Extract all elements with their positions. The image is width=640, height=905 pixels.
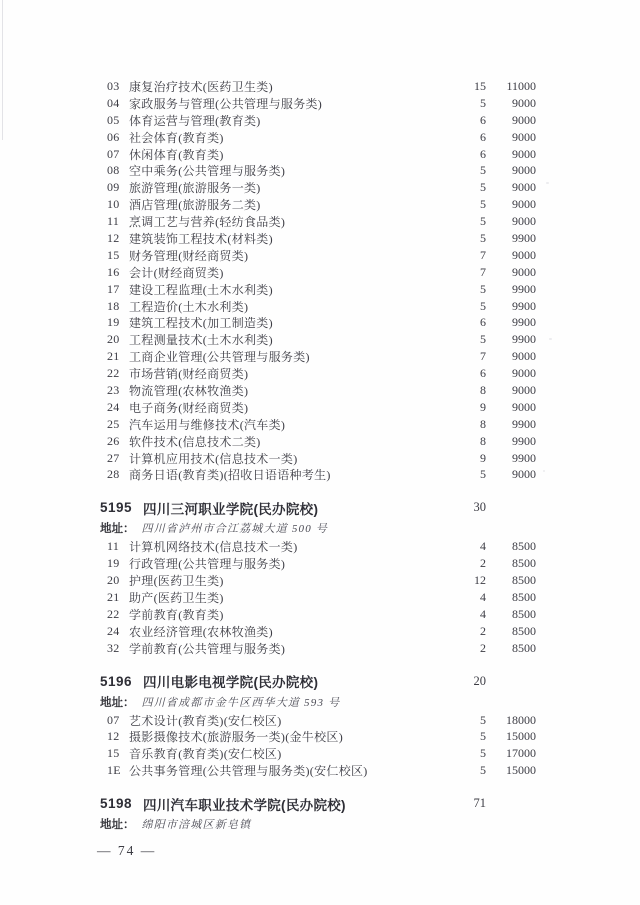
tuition-fee: 9000 [512,163,536,178]
major-name: 旅游管理(旅游服务一类) [129,181,261,196]
major-name: 休闲体育(教育类) [129,147,224,162]
enrollment-count: 5 [480,467,486,482]
enrollment-count: 4 [480,589,486,604]
school-total-count: 71 [473,796,486,811]
major-row [100,416,536,433]
scan-edge-artifact [2,0,3,140]
major-code: 25 [107,416,120,431]
tuition-fee: 8500 [512,623,536,638]
tuition-fee: 8500 [512,573,536,588]
major-row [100,247,536,264]
major-name: 工商企业管理(公共管理与服务类) [129,350,310,365]
tuition-fee: 9900 [512,332,536,347]
school-name: 四川汽车职业技术学院(民办院校) [143,797,346,813]
major-row [100,606,536,623]
enrollment-count: 2 [480,556,486,571]
enrollment-count: 5 [480,298,486,313]
tuition-fee: 9900 [512,298,536,313]
tuition-fee: 9000 [512,366,536,381]
school-header [100,793,536,814]
enrollment-count: 5 [480,214,486,229]
tuition-fee: 8500 [512,539,536,554]
enrollment-count: 5 [480,230,486,245]
major-name: 学前教育(公共管理与服务类) [129,641,286,656]
major-code: 12 [107,729,120,744]
major-row [100,466,536,483]
enrollment-count: 5 [480,746,486,761]
major-row [100,538,536,555]
enrollment-count: 8 [480,433,486,448]
tuition-fee: 11000 [506,78,536,93]
enrollment-count: 5 [480,95,486,110]
school-code: 5195 [100,500,133,516]
major-row [100,112,536,129]
tuition-fee: 9000 [512,349,536,364]
major-row [100,712,536,729]
school-header [100,671,536,692]
tuition-fee: 8500 [512,606,536,621]
major-row [100,78,536,95]
major-row [100,623,536,640]
enrollment-count: 7 [480,247,486,262]
enrollment-count: 8 [480,382,486,397]
major-name: 计算机应用技术(信息技术一类) [129,451,298,466]
school-name: 四川三河职业学院(民办院校) [143,501,319,517]
major-code: 22 [107,606,120,621]
tuition-fee: 9000 [512,197,536,212]
major-name: 公共事务管理(公共管理与服务类)(安仁校区) [129,764,368,779]
major-code: 24 [107,399,120,414]
major-code: 20 [107,332,120,347]
enrollment-count: 2 [480,640,486,655]
tuition-fee: 9000 [512,382,536,397]
major-rows [100,78,536,483]
major-code: 19 [107,315,120,330]
tuition-fee: 9900 [512,281,536,296]
major-code: 17 [107,281,120,296]
major-code: 07 [107,712,120,727]
major-row [100,382,536,399]
major-code: 28 [107,467,120,482]
school-address [100,814,536,834]
scan-speck [549,338,552,340]
school-total-count: 30 [473,500,486,515]
enrollment-count: 4 [480,539,486,554]
school-section [100,671,536,780]
school-section [100,497,536,656]
address-label: 地址： [100,523,135,536]
scan-speck [543,470,545,472]
major-code: 20 [107,573,120,588]
major-row [100,162,536,179]
major-row [100,745,536,762]
major-name: 软件技术(信息技术二类) [129,434,261,449]
major-code: 19 [107,556,120,571]
major-code: 10 [107,197,120,212]
enrollment-count: 4 [480,606,486,621]
enrollment-count: 12 [474,573,486,588]
major-name: 烹调工艺与营养(轻纺食品类) [129,215,286,230]
major-code: 04 [107,95,120,110]
enrollment-count: 5 [480,712,486,727]
enrollment-count: 5 [480,180,486,195]
major-row [100,433,536,450]
major-row [100,129,536,146]
major-row [100,331,536,348]
major-rows [100,712,536,780]
major-name: 建设工程监理(土木水利类) [129,282,273,297]
major-row [100,213,536,230]
major-code: 22 [107,366,120,381]
address-label: 地址： [100,696,135,709]
enrollment-count: 7 [480,349,486,364]
enrollment-count: 9 [480,450,486,465]
enrollment-count: 6 [480,366,486,381]
major-name: 空中乘务(公共管理与服务类) [129,164,286,179]
tuition-fee: 9900 [512,433,536,448]
major-name: 护理(医药卫生类) [129,574,224,589]
tuition-fee: 9900 [512,315,536,330]
major-row [100,399,536,416]
enrollment-count: 5 [480,163,486,178]
school-total-count: 20 [473,673,486,688]
major-name: 艺术设计(教育类)(安仁校区) [129,713,282,728]
tuition-fee: 9000 [512,112,536,127]
major-name: 音乐教育(教育类)(安仁校区) [129,747,282,762]
major-code: 15 [107,746,120,761]
tuition-fee: 9000 [512,399,536,414]
major-name: 酒店管理(旅游服务二类) [129,198,261,213]
school-address [100,518,536,538]
enrollment-count: 6 [480,129,486,144]
major-name: 工程造价(土木水利类) [129,299,249,314]
tuition-fee: 18000 [506,712,536,727]
major-name: 工程测量技术(土木水利类) [129,333,273,348]
major-code: 12 [107,230,120,245]
major-row [100,298,536,315]
major-code: 1E [107,763,121,778]
major-code: 27 [107,450,120,465]
major-row [100,450,536,467]
school-address [100,692,536,712]
major-rows [100,538,536,656]
major-name: 体育运营与管理(教育类) [129,113,261,128]
tuition-fee: 9000 [512,264,536,279]
major-code: 07 [107,146,120,161]
address-text: 绵阳市涪城区新皂镇 [141,819,252,832]
major-code: 32 [107,640,120,655]
major-code: 05 [107,112,120,127]
enrollment-count: 8 [480,416,486,431]
tuition-fee: 9000 [512,180,536,195]
major-code: 23 [107,382,120,397]
enrollment-count: 2 [480,623,486,638]
major-code: 21 [107,349,120,364]
major-code: 24 [107,623,120,638]
major-row [100,365,536,382]
major-name: 社会体育(教育类) [129,130,224,145]
major-name: 行政管理(公共管理与服务类) [129,557,286,572]
major-row [100,729,536,746]
major-row [100,230,536,247]
enrollment-count: 9 [480,399,486,414]
major-code: 26 [107,433,120,448]
major-name: 财务管理(财经商贸类) [129,248,249,263]
major-code: 11 [107,214,120,229]
major-code: 03 [107,78,120,93]
major-code: 15 [107,247,120,262]
tuition-fee: 15000 [506,763,536,778]
tuition-fee: 15000 [506,729,536,744]
tuition-fee: 17000 [506,746,536,761]
major-name: 摄影摄像技术(旅游服务一类)(金牛校区) [129,730,343,745]
major-row [100,196,536,213]
enrollment-plan-table [100,78,536,834]
tuition-fee: 9900 [512,230,536,245]
school-section [100,78,536,483]
major-code: 16 [107,264,120,279]
tuition-fee: 9000 [512,467,536,482]
major-row [100,146,536,163]
major-name: 电子商务(财经商贸类) [129,400,249,415]
major-row [100,95,536,112]
tuition-fee: 9000 [512,129,536,144]
major-name: 市场营销(财经商贸类) [129,367,249,382]
major-name: 物流管理(农林牧渔类) [129,383,249,398]
major-name: 计算机网络技术(信息技术一类) [129,540,298,555]
major-row [100,572,536,589]
address-label: 地址： [100,819,135,832]
major-code: 18 [107,298,120,313]
major-row [100,264,536,281]
tuition-fee: 8500 [512,556,536,571]
major-name: 会计(财经商贸类) [129,265,224,280]
major-row [100,179,536,196]
enrollment-count: 6 [480,315,486,330]
school-code: 5196 [100,673,133,689]
major-name: 助产(医药卫生类) [129,591,224,605]
school-name: 四川电影电视学院(民办院校) [143,675,319,691]
scan-speck [546,182,549,184]
tuition-fee: 9000 [512,146,536,161]
major-row [100,348,536,365]
school-header [100,497,536,518]
enrollment-count: 5 [480,197,486,212]
major-name: 建筑装饰工程技术(材料类) [129,231,273,246]
major-row [100,762,536,779]
major-name: 康复治疗技术(医药卫生类) [129,79,273,94]
enrollment-count: 7 [480,264,486,279]
major-name: 学前教育(教育类) [129,607,224,622]
major-name: 汽车运用与维修技术(汽车类) [129,417,286,432]
major-name: 家政服务与管理(公共管理与服务类) [129,96,323,111]
enrollment-count: 6 [480,112,486,127]
tuition-fee: 9900 [512,416,536,431]
major-code: 21 [107,589,120,604]
major-code: 06 [107,129,120,144]
major-code: 09 [107,180,120,195]
school-code: 5198 [100,796,133,812]
enrollment-count: 15 [474,78,486,93]
major-row [100,281,536,298]
enrollment-count: 5 [480,332,486,347]
major-row [100,640,536,657]
major-row [100,314,536,331]
major-name: 建筑工程技术(加工制造类) [129,316,273,331]
tuition-fee: 8500 [512,640,536,655]
major-row [100,555,536,572]
address-text: 四川省泸州市合江荔城大道 500 号 [141,523,329,536]
major-code: 11 [107,539,120,554]
enrollment-count: 6 [480,146,486,161]
major-name: 农业经济管理(农林牧渔类) [129,624,273,639]
page-number: — 74 — [97,843,157,858]
enrollment-count: 5 [480,729,486,744]
school-section [100,793,536,834]
tuition-fee: 9900 [512,450,536,465]
tuition-fee: 8500 [512,589,536,604]
tuition-fee: 9000 [512,247,536,262]
tuition-fee: 9000 [512,214,536,229]
address-text: 四川省成都市金牛区西华大道 593 号 [141,696,341,709]
enrollment-count: 5 [480,763,486,778]
major-row [100,589,536,606]
major-name: 商务日语(教育类)(招收日语语种考生) [129,468,331,483]
major-code: 08 [107,163,120,178]
enrollment-count: 5 [480,281,486,296]
tuition-fee: 9000 [512,95,536,110]
